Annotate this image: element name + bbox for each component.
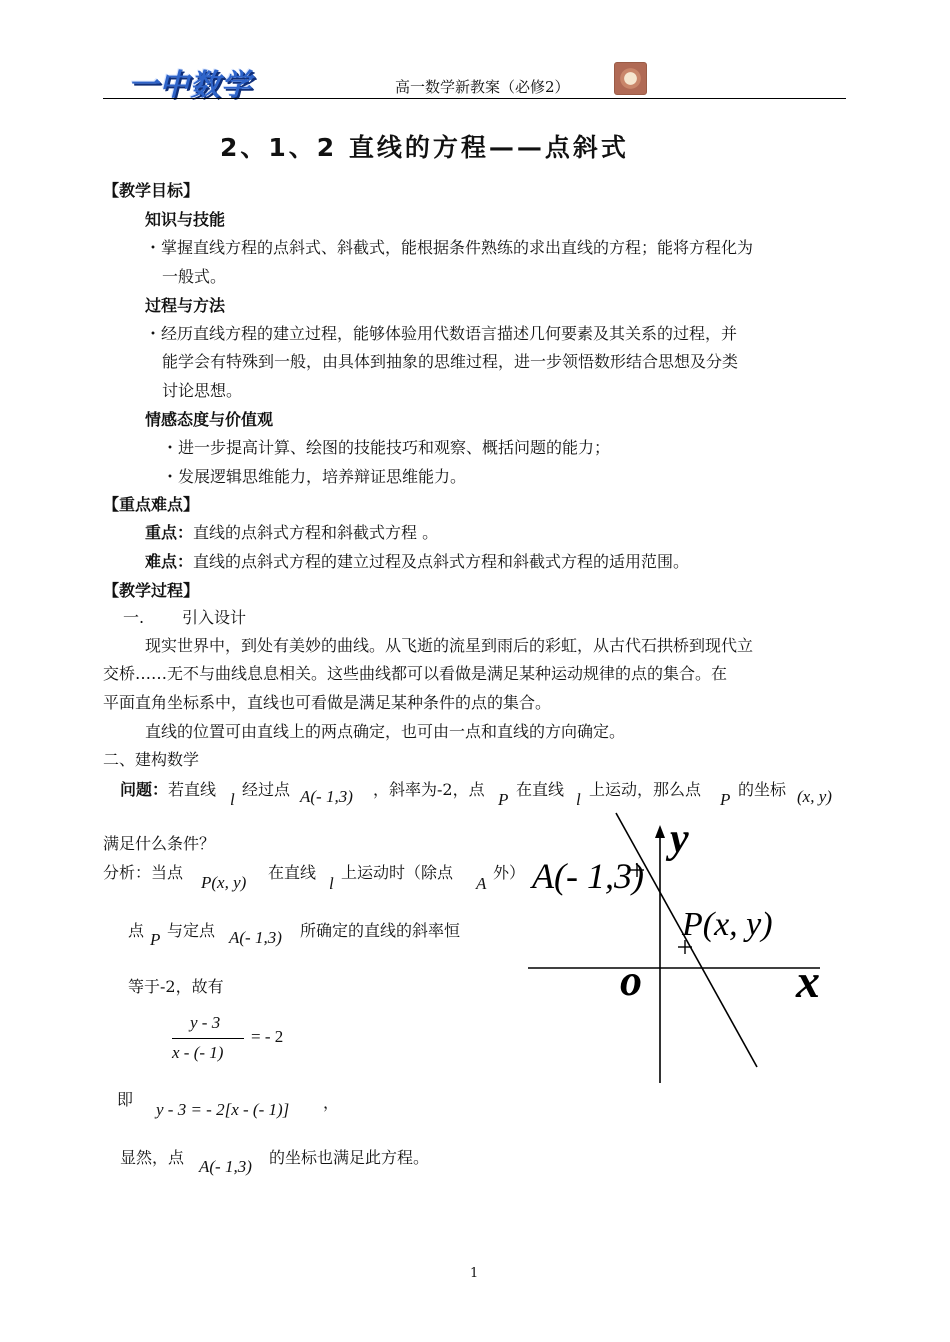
fraction-rhs: = - 2 [251,1027,284,1046]
y-axis-arrow [655,825,665,838]
difficulty-label: 难点： [145,552,194,571]
point-slope-equation: y - 3 = - 2[x - (- 1)] [156,1100,290,1119]
analysis-b-math-A: A(- 1,3) [229,928,282,947]
section1-title: 引入设计 [182,608,247,627]
keypoint-text: 直线的点斜式方程和斜截式方程 。 [193,523,439,542]
header-rule [103,98,846,99]
page-number: 1 [470,1266,479,1281]
question-math-A: A(- 1,3) [300,787,353,806]
section2-title: 二、建构数学 [103,750,200,769]
logo: 一中数学 [128,68,252,103]
goals-process-line2: 能学会有特殊到一般，由具体到抽象的思维过程，进一步领悟数形结合思想及分类 [162,352,739,371]
difficulty-line [145,549,689,572]
difficulty-text: 直线的点斜式方程的建立过程及点斜式方程和斜截式方程的适用范围。 [193,552,690,571]
question-text-6: 的坐标 [738,780,787,799]
equation-comma: ， [323,1093,340,1112]
question-label: 问题： [120,780,169,799]
analysis-text-1: 分析：当点 [103,863,184,882]
analysis-math-A: A [476,874,487,893]
analysis-b-text-1: 点 [128,921,145,940]
coordinate-diagram [520,805,850,1095]
conclusion-text-1: 显然，点 [120,1148,185,1167]
keypoint-label: 重点： [145,523,194,542]
origin-label: o [620,956,642,1005]
intro-para-line1: 现实世界中，到处有美妙的曲线。从飞逝的流星到雨后的彩虹，从古代石拱桥到现代立 [145,636,754,655]
analysis-b-math-P: P [150,930,161,949]
question-text-2: 经过点 [242,780,291,799]
analysis-math-l: l [329,874,334,893]
goals-process-line3: 讨论思想。 [162,381,243,400]
goals-knowledge-line1: ・掌握直线方程的点斜式、斜截式，能根据条件熟练的求出直线的方程；能将方程化为 [145,238,754,257]
question-math-P2: P [720,790,731,809]
goals-knowledge-line2: 一般式。 [162,267,227,286]
question-math-P: P [498,790,509,809]
question-text-5: 上运动，那么点 [589,780,702,799]
question-math-l2: l [576,790,581,809]
page-title: 2、1、2 直线的方程——点斜式 [220,133,629,162]
question-text-4: 在直线 [516,780,565,799]
header-title: 高一数学新教案（必修2） [395,78,570,96]
analysis-math-P: P(x, y) [201,873,247,892]
analysis-text-3: 上运动时（除点 [341,863,454,882]
therefore-text: 即 [117,1090,134,1109]
section1-number: 一. [123,608,145,627]
goals-sub-emotion: 情感态度与价值观 [145,410,274,429]
goals-process-line1: ・经历直线方程的建立过程，能够体验用代数语言描述几何要素及其关系的过程，并 [145,324,738,343]
goals-emotion-item1: ・进一步提高计算、绘图的技能技巧和观察、概括问题的能力； [162,438,611,457]
y-axis-label: y [670,816,689,862]
keypoint-line [145,520,438,543]
goals-sub-process: 过程与方法 [145,296,226,315]
goals-sub-knowledge: 知识与技能 [145,210,226,229]
question-math-xy: (x, y) [797,787,832,806]
intro-para2: 直线的位置可由直线上的两点确定，也可由一点和直线的方向确定。 [145,722,626,741]
fraction-numerator: y - 3 [190,1013,221,1032]
goals-emotion-item2: ・发展逻辑思维能力，培养辩证思维能力。 [162,467,467,486]
analysis-text-4: 外） [493,863,526,882]
question-text-3: ，斜率为-2，点 [373,780,485,799]
x-axis-label: x [796,955,820,1008]
keypoints-heading: 【重点难点】 [103,495,200,514]
intro-para-line2: 交桥……无不与曲线息息相关。这些曲线都可以看做是满足某种运动规律的点的集合。在 [103,664,728,683]
question-text-1: 若直线 [168,780,217,799]
goals-heading: 【教学目标】 [103,181,200,200]
question-label-line [120,777,216,800]
analysis-b-text-3: 所确定的直线的斜率恒 [300,921,461,940]
fraction-denominator: x - (- 1) [172,1043,224,1062]
conclusion-math-A: A(- 1,3) [199,1157,252,1176]
fraction-bar [172,1038,244,1039]
analysis-c-text: 等于-2，故有 [128,977,224,996]
question-math-l: l [230,790,235,809]
point-A-label: A(- 1,3) [532,856,644,896]
process-heading: 【教学过程】 [103,581,200,600]
intro-para-line3: 平面直角坐标系中，直线也可看做是满足某种条件的点的集合。 [103,693,552,712]
conclusion-text-2: 的坐标也满足此方程。 [269,1148,430,1167]
analysis-text-2: 在直线 [268,863,317,882]
question-text-7: 满足什么条件？ [103,834,216,853]
school-seal-icon [614,62,647,95]
point-P-label: P(x, y) [682,906,773,943]
analysis-b-text-2: 与定点 [167,921,216,940]
